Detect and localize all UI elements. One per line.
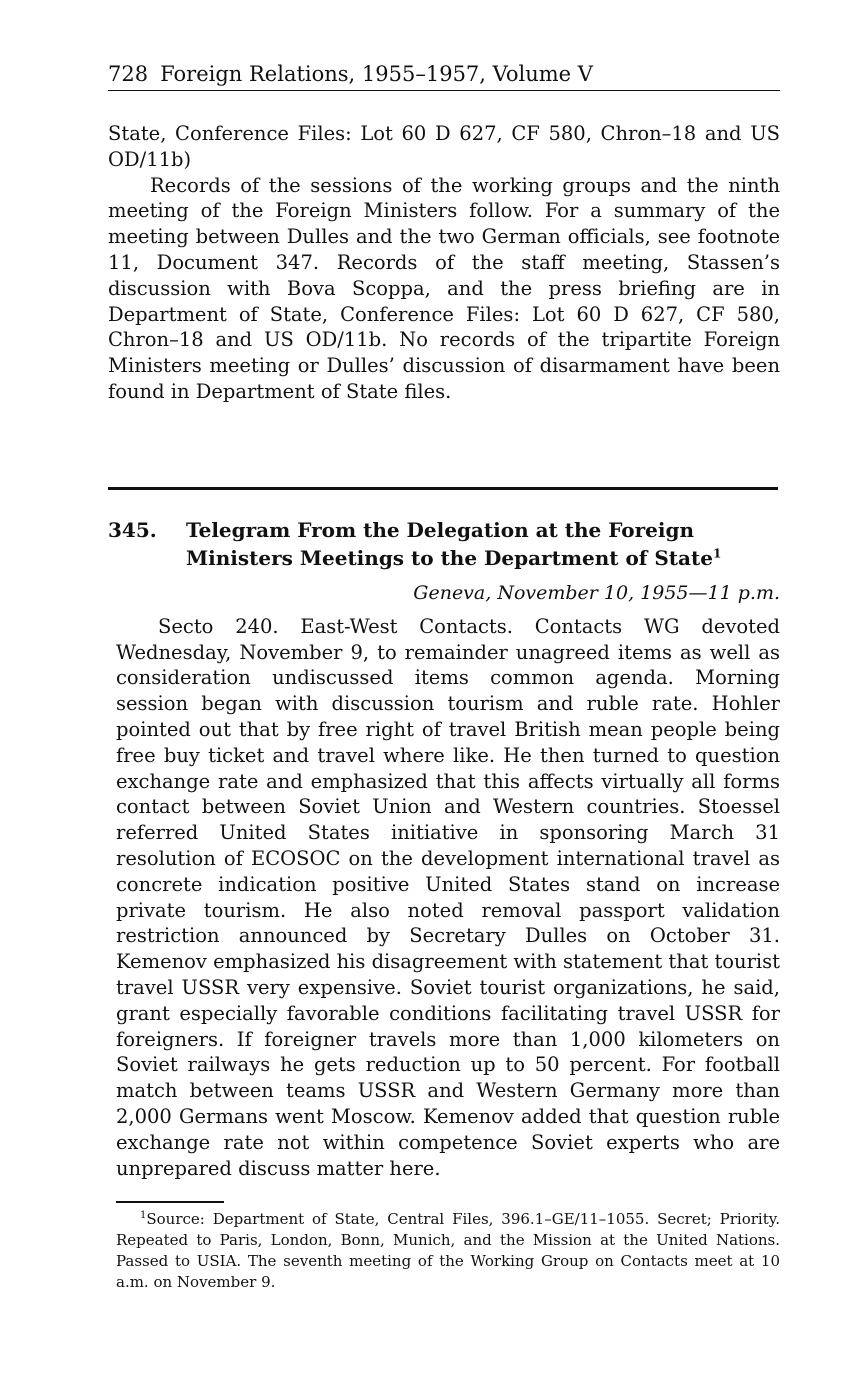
- document-title: Telegram From the Delegation at the Foreign Ministers Meetings to the Department of State$^1$: [186, 517, 722, 570]
- telegram-body: [108, 614, 780, 1182]
- document-number: 345.: [108, 517, 157, 542]
- source-continuation: State, Conference Files: Lot 60 D 627, CF 580, Chron–18 and US OD/11b): [108, 122, 780, 171]
- running-head: [108, 62, 780, 91]
- page-number: 728: [108, 62, 149, 86]
- dateline: Geneva, November 10, 1955—11 p.m.: [413, 581, 780, 604]
- source-footnote: $^1$Source: Department of State, Central Files, 396.1–GE/11–1055. Secret; Priority. Repeated to Paris, London, Bonn, Munich, and the Mission at the United Nations. Passed to USIA. The seventh meeting of the Working Group on Contacts meet at 10 a.m. on November 9.: [116, 1209, 780, 1291]
- footnote-divider: [116, 1201, 224, 1203]
- telegram-paragraph: Secto 240. East-West Contacts. Contacts WG devoted Wednesday, November 9, to remainder unagreed items as well as consideration undiscussed items common agenda. Morning session began with discussion tourism and ruble rate. Hohler pointed out that by free right of travel British mean people being free buy ticket and travel where like. He then turned to question exchange rate and emphasized that this affects virtually all forms contact between Soviet Union and Western countries. Stoessel referred United States initiative in sponsoring March 31 resolution of ECOSOC on the development international travel as concrete indication positive United States stand on increase private tourism. He also noted removal passport validation restriction announced by Secretary Dulles on October 31. Kemenov emphasized his disagreement with statement that tourist travel USSR very expensive. Soviet tourist organizations, he said, grant especially favorable conditions facilitating travel USSR for foreigners. If foreigner travels more than 1,000 kilometers on Soviet railways he gets reduction up to 50 percent. For football match between teams USSR and Western Germany more than 2,000 Germans went Moscow. Kemenov added that question ruble exchange rate not within competence Soviet experts who are unprepared discuss matter here.: [116, 614, 781, 1180]
- footnote-marker: 1: [140, 1209, 147, 1221]
- editorial-note: Records of the sessions of the working groups and the ninth meeting of the Foreign Ministers follow. For a summary of the meeting between Dulles and the two German officials, see footnote 11, Document 347. Records of the staff meeting, Stassen’s discussion with Bova Scoppa, and the press briefing are in Department of State, Conference Files: Lot 60 D 627, CF 580, Chron–18 and US OD/11b. No records of the tripartite Foreign Ministers meeting or Dulles’ discussion of disarmament have been found in Department of State files.: [108, 173, 780, 403]
- section-divider: [108, 487, 778, 490]
- volume-title: Foreign Relations, 1955–1957, Volume V: [160, 62, 593, 86]
- footnote-reference: 1: [712, 546, 722, 561]
- document-heading: [108, 516, 780, 572]
- page: [108, 62, 780, 1293]
